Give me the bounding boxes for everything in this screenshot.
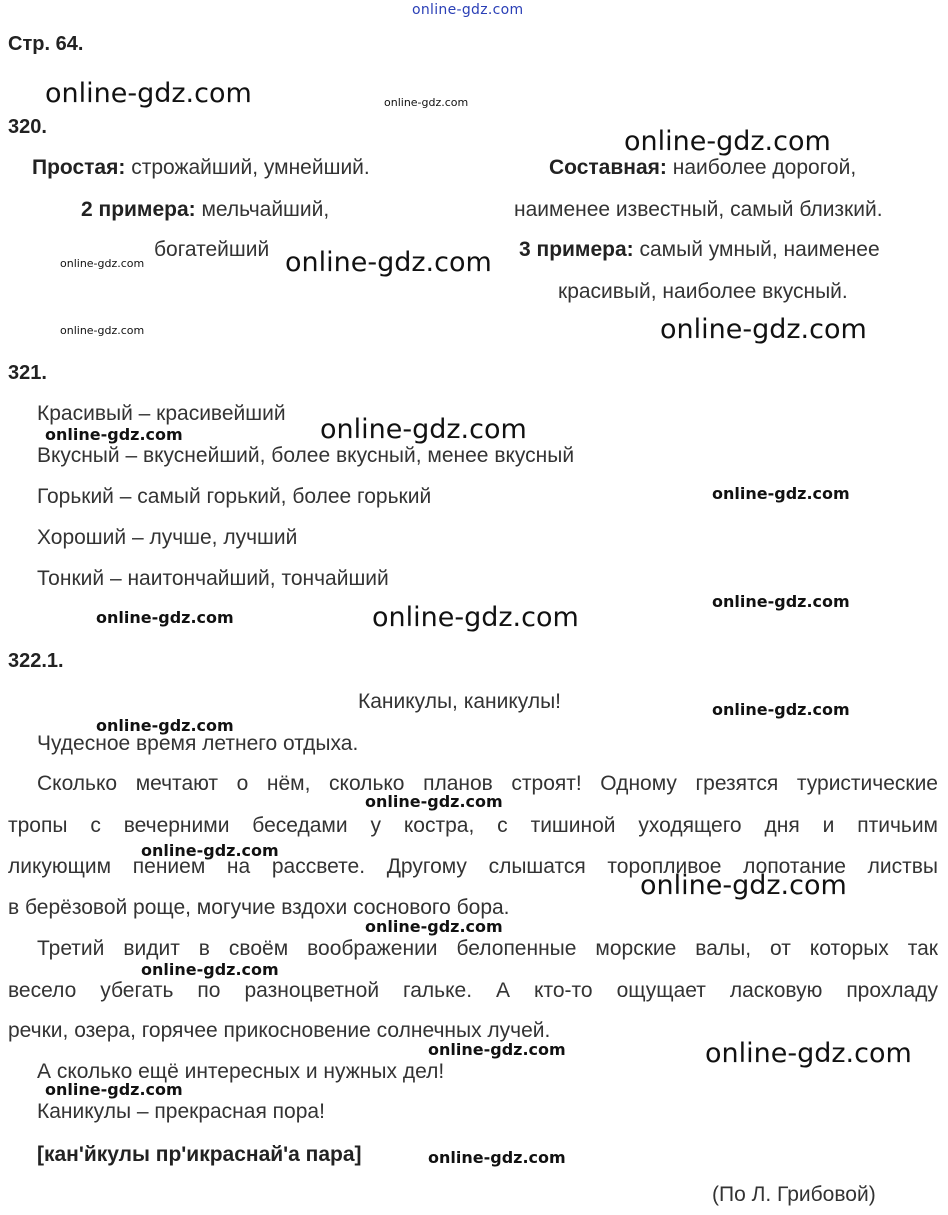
watermark: online-gdz.com [96, 608, 234, 627]
compound-form-label: Составная: [549, 156, 667, 179]
text-title: Каникулы, каникулы! [358, 690, 562, 713]
watermark: online-gdz.com [712, 484, 850, 503]
watermark: online-gdz.com [365, 792, 503, 811]
ex321-line: Тонкий – наитончайший, тончайший [37, 567, 389, 590]
exercise-320-number: 320. [8, 116, 47, 138]
watermark: online-gdz.com [712, 592, 850, 611]
simple-form-text: строжайший, умнейший. [125, 156, 370, 179]
watermark: online-gdz.com [705, 1038, 912, 1069]
watermark: online-gdz.com [45, 78, 252, 109]
watermark: online-gdz.com [428, 1148, 566, 1167]
exercise-321-number: 321. [8, 362, 47, 384]
paragraph-3-line: речки, озера, горячее прикосновение солнечных лучей. [8, 1019, 551, 1042]
watermark: online-gdz.com [60, 324, 145, 337]
watermark: online-gdz.com [428, 1040, 566, 1059]
watermark: online-gdz.com [712, 700, 850, 719]
watermark: online-gdz.com [624, 126, 831, 157]
ex321-line: Красивый – красивейший [37, 402, 286, 425]
transcription: [кан'йкулы пр'икраснай'а пара] [37, 1143, 362, 1166]
paragraph-5: Каникулы – прекрасная пора! [37, 1100, 325, 1123]
watermark: online-gdz.com [45, 1080, 183, 1099]
watermark: online-gdz.com [60, 257, 145, 270]
watermark: online-gdz.com [640, 870, 847, 901]
simple-form-line [32, 156, 370, 180]
watermark: online-gdz.com [285, 247, 492, 278]
paragraph-3-line: весело убегать по разноцветной гальке. А кто-то ощущает ласковую прохладу [8, 979, 938, 1002]
compound-examples-line [519, 238, 880, 262]
watermark: online-gdz.com [141, 960, 279, 979]
watermark: online-gdz.com [141, 841, 279, 860]
compound-examples-line-2: красивый, наиболее вкусный. [558, 280, 848, 303]
simple-examples-text: мельчайший, [195, 198, 330, 221]
watermark: online-gdz.com [320, 414, 527, 445]
compound-form-line [549, 156, 856, 180]
ex321-line: Вкусный – вкуснейший, более вкусный, менее вкусный [37, 444, 575, 467]
simple-examples-label: 2 примера: [81, 198, 196, 221]
exercise-322-number: 322.1. [8, 650, 64, 672]
compound-form-text: наиболее дорогой, [666, 156, 857, 179]
watermark: online-gdz.com [384, 96, 469, 109]
ex321-line: Горький – самый горький, более горький [37, 485, 432, 508]
watermark: online-gdz.com [96, 716, 234, 735]
simple-form-label: Простая: [32, 156, 126, 179]
watermark: online-gdz.com [45, 425, 183, 444]
watermark: online-gdz.com [372, 602, 579, 633]
simple-examples-line [81, 198, 329, 222]
compound-examples-text: самый умный, наименее [633, 238, 880, 261]
author-attribution: (По Л. Грибовой) [712, 1183, 876, 1206]
compound-form-line-2: наименее известный, самый близкий. [514, 198, 883, 221]
watermark-top: online-gdz.com [412, 2, 524, 18]
paragraph-2-line: ликующим пением на рассвете. Другому слышатся торопливое лопотание листвы [8, 855, 938, 878]
paragraph-1: Чудесное время летнего отдыха. [37, 732, 359, 755]
paragraph-3-line: Третий видит в своём воображении белопенные морские валы, от которых так [37, 937, 938, 960]
watermark: online-gdz.com [365, 917, 503, 936]
paragraph-2-line: в берёзовой роще, могучие вздохи соснового бора. [8, 896, 510, 919]
ex321-line: Хороший – лучше, лучший [37, 526, 298, 549]
paragraph-4: А сколько ещё интересных и нужных дел! [37, 1060, 445, 1083]
watermark: online-gdz.com [660, 314, 867, 345]
page-label: Стр. 64. [8, 33, 84, 55]
simple-examples-continued: богатейший [154, 238, 270, 261]
paragraph-2-line: тропы с вечерними беседами у костра, с тишиной уходящего дня и птичьим [8, 814, 938, 837]
compound-examples-label: 3 примера: [519, 238, 634, 261]
paragraph-2-line: Сколько мечтают о нём, сколько планов строят! Одному грезятся туристические [37, 772, 938, 795]
